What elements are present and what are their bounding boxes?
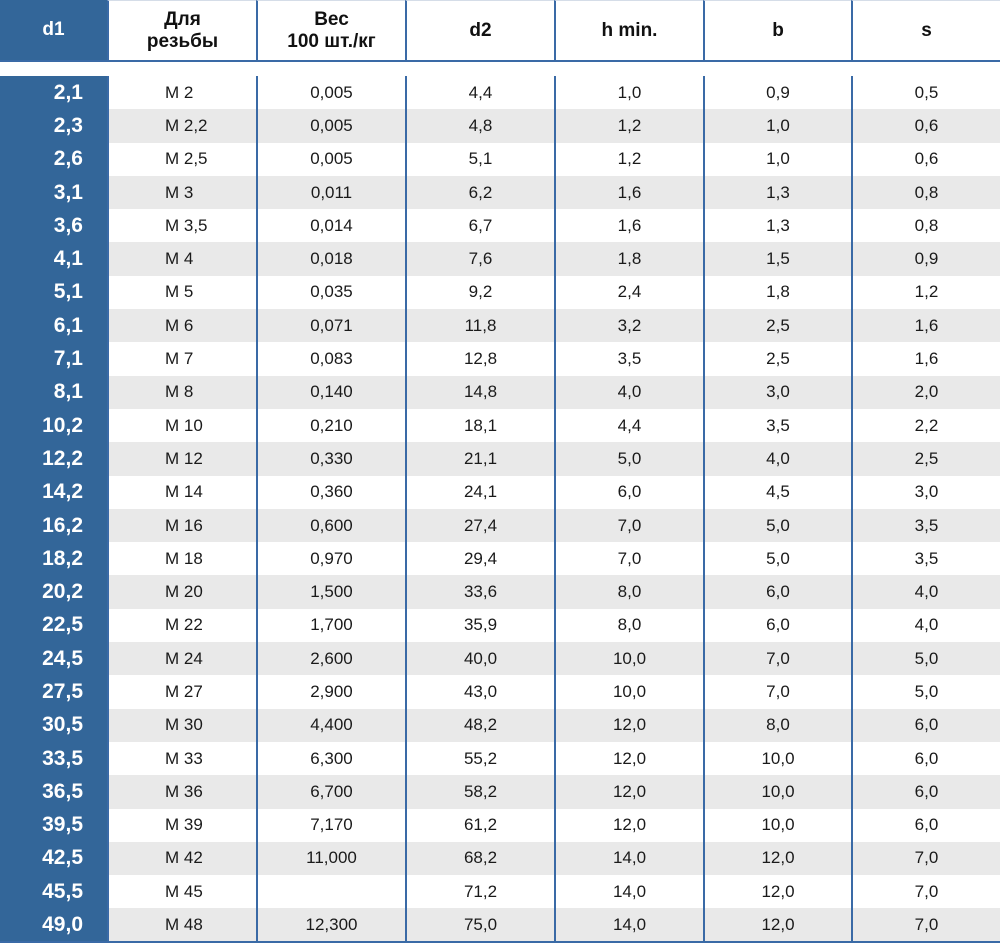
- cell-d1: 30,5: [0, 709, 107, 742]
- cell-d2: 68,2: [405, 842, 554, 875]
- cell-hmin: 12,0: [554, 742, 703, 775]
- cell-s: 0,9: [851, 242, 1000, 275]
- cell-b: 1,3: [703, 176, 851, 209]
- cell-hmin: 3,2: [554, 309, 703, 342]
- cell-thread: М 12: [107, 442, 256, 475]
- cell-weight: 12,300: [256, 908, 405, 941]
- cell-weight: 2,900: [256, 675, 405, 708]
- cell-thread: М 3: [107, 176, 256, 209]
- cell-b: 4,0: [703, 442, 851, 475]
- table-row: [0, 76, 1000, 109]
- cell-d2: 48,2: [405, 709, 554, 742]
- cell-hmin: 12,0: [554, 809, 703, 842]
- cell-weight: 6,700: [256, 775, 405, 808]
- cell-s: 0,6: [851, 109, 1000, 142]
- cell-s: 7,0: [851, 842, 1000, 875]
- cell-hmin: 2,4: [554, 276, 703, 309]
- cell-thread: М 5: [107, 276, 256, 309]
- table-row: [0, 342, 1000, 375]
- cell-d1: 36,5: [0, 775, 107, 808]
- cell-thread: М 48: [107, 908, 256, 941]
- table-row: [0, 143, 1000, 176]
- cell-d1: 2,6: [0, 143, 107, 176]
- cell-d2: 40,0: [405, 642, 554, 675]
- cell-hmin: 1,6: [554, 176, 703, 209]
- cell-b: 0,9: [703, 76, 851, 109]
- cell-d2: 14,8: [405, 376, 554, 409]
- cell-hmin: 4,0: [554, 376, 703, 409]
- cell-d2: 71,2: [405, 875, 554, 908]
- header-thread: [107, 0, 256, 62]
- cell-s: 4,0: [851, 609, 1000, 642]
- cell-b: 10,0: [703, 742, 851, 775]
- cell-d1: 20,2: [0, 575, 107, 608]
- table-row: [0, 675, 1000, 708]
- cell-thread: М 3,5: [107, 209, 256, 242]
- table-row: [0, 908, 1000, 941]
- cell-s: 0,8: [851, 176, 1000, 209]
- cell-b: 3,5: [703, 409, 851, 442]
- cell-s: 6,0: [851, 809, 1000, 842]
- table-row: [0, 209, 1000, 242]
- cell-thread: М 10: [107, 409, 256, 442]
- cell-thread: М 24: [107, 642, 256, 675]
- cell-weight: 0,005: [256, 143, 405, 176]
- cell-weight: 4,400: [256, 709, 405, 742]
- cell-thread: М 33: [107, 742, 256, 775]
- cell-hmin: 14,0: [554, 842, 703, 875]
- table-row: [0, 575, 1000, 608]
- table-row: [0, 409, 1000, 442]
- cell-d2: 6,7: [405, 209, 554, 242]
- cell-thread: М 45: [107, 875, 256, 908]
- cell-weight: 2,600: [256, 642, 405, 675]
- header-weight: [256, 0, 405, 62]
- cell-d2: 11,8: [405, 309, 554, 342]
- table-row: [0, 642, 1000, 675]
- cell-thread: М 2,5: [107, 143, 256, 176]
- cell-d2: 9,2: [405, 276, 554, 309]
- cell-d2: 33,6: [405, 575, 554, 608]
- cell-weight: 0,360: [256, 476, 405, 509]
- cell-d2: 18,1: [405, 409, 554, 442]
- cell-d1: 22,5: [0, 609, 107, 642]
- cell-weight: 0,140: [256, 376, 405, 409]
- cell-hmin: 5,0: [554, 442, 703, 475]
- cell-weight: 1,500: [256, 575, 405, 608]
- cell-hmin: 7,0: [554, 542, 703, 575]
- cell-thread: М 6: [107, 309, 256, 342]
- cell-d1: 2,3: [0, 109, 107, 142]
- cell-d2: 7,6: [405, 242, 554, 275]
- cell-b: 1,0: [703, 109, 851, 142]
- cell-hmin: 4,4: [554, 409, 703, 442]
- cell-s: 6,0: [851, 709, 1000, 742]
- cell-thread: М 16: [107, 509, 256, 542]
- table-row: [0, 442, 1000, 475]
- header-d2: d2: [405, 0, 554, 62]
- cell-weight: [256, 875, 405, 908]
- cell-weight: 7,170: [256, 809, 405, 842]
- cell-thread: М 30: [107, 709, 256, 742]
- cell-hmin: 1,0: [554, 76, 703, 109]
- cell-hmin: 1,8: [554, 242, 703, 275]
- cell-d1: 3,6: [0, 209, 107, 242]
- cell-thread: М 36: [107, 775, 256, 808]
- cell-hmin: 14,0: [554, 875, 703, 908]
- cell-d2: 29,4: [405, 542, 554, 575]
- cell-b: 12,0: [703, 908, 851, 941]
- table-row: [0, 842, 1000, 875]
- cell-thread: М 14: [107, 476, 256, 509]
- cell-d1: 33,5: [0, 742, 107, 775]
- cell-s: 0,6: [851, 143, 1000, 176]
- cell-d1: 42,5: [0, 842, 107, 875]
- table-header: [0, 0, 1000, 62]
- cell-weight: 0,083: [256, 342, 405, 375]
- cell-s: 3,0: [851, 476, 1000, 509]
- cell-s: 3,5: [851, 509, 1000, 542]
- cell-b: 2,5: [703, 309, 851, 342]
- table-row: [0, 276, 1000, 309]
- cell-b: 3,0: [703, 376, 851, 409]
- cell-hmin: 8,0: [554, 575, 703, 608]
- cell-b: 12,0: [703, 842, 851, 875]
- cell-weight: 0,071: [256, 309, 405, 342]
- cell-d2: 55,2: [405, 742, 554, 775]
- cell-hmin: 7,0: [554, 509, 703, 542]
- cell-weight: 0,018: [256, 242, 405, 275]
- table-row: [0, 709, 1000, 742]
- cell-d2: 58,2: [405, 775, 554, 808]
- table-row: [0, 376, 1000, 409]
- cell-thread: М 39: [107, 809, 256, 842]
- cell-weight: 6,300: [256, 742, 405, 775]
- cell-b: 7,0: [703, 642, 851, 675]
- cell-s: 5,0: [851, 675, 1000, 708]
- cell-d2: 6,2: [405, 176, 554, 209]
- table-row: [0, 109, 1000, 142]
- cell-s: 1,6: [851, 309, 1000, 342]
- cell-d2: 61,2: [405, 809, 554, 842]
- cell-d2: 4,4: [405, 76, 554, 109]
- table-row: [0, 875, 1000, 908]
- table-row: [0, 309, 1000, 342]
- cell-d1: 16,2: [0, 509, 107, 542]
- cell-s: 0,8: [851, 209, 1000, 242]
- cell-s: 6,0: [851, 775, 1000, 808]
- cell-b: 2,5: [703, 342, 851, 375]
- cell-b: 6,0: [703, 609, 851, 642]
- cell-d2: 21,1: [405, 442, 554, 475]
- cell-thread: М 22: [107, 609, 256, 642]
- cell-thread: М 27: [107, 675, 256, 708]
- cell-d1: 49,0: [0, 908, 107, 941]
- cell-d1: 5,1: [0, 276, 107, 309]
- table-row: [0, 242, 1000, 275]
- cell-hmin: 1,2: [554, 109, 703, 142]
- cell-hmin: 10,0: [554, 675, 703, 708]
- cell-weight: 0,014: [256, 209, 405, 242]
- cell-weight: 0,600: [256, 509, 405, 542]
- cell-d2: 43,0: [405, 675, 554, 708]
- cell-d1: 12,2: [0, 442, 107, 475]
- cell-d1: 7,1: [0, 342, 107, 375]
- cell-d1: 4,1: [0, 242, 107, 275]
- cell-s: 4,0: [851, 575, 1000, 608]
- table-row: [0, 509, 1000, 542]
- header-d1: d1: [0, 0, 107, 62]
- header-b: b: [703, 0, 851, 62]
- cell-hmin: 6,0: [554, 476, 703, 509]
- cell-b: 1,0: [703, 143, 851, 176]
- cell-d2: 5,1: [405, 143, 554, 176]
- cell-s: 0,5: [851, 76, 1000, 109]
- table-row: [0, 742, 1000, 775]
- table-row: [0, 476, 1000, 509]
- cell-thread: М 18: [107, 542, 256, 575]
- cell-d1: 6,1: [0, 309, 107, 342]
- cell-hmin: 12,0: [554, 709, 703, 742]
- cell-d1: 2,1: [0, 76, 107, 109]
- cell-s: 5,0: [851, 642, 1000, 675]
- cell-s: 2,5: [851, 442, 1000, 475]
- cell-hmin: 1,2: [554, 143, 703, 176]
- cell-d1: 39,5: [0, 809, 107, 842]
- cell-b: 5,0: [703, 542, 851, 575]
- cell-b: 1,3: [703, 209, 851, 242]
- cell-hmin: 10,0: [554, 642, 703, 675]
- cell-b: 5,0: [703, 509, 851, 542]
- cell-s: 3,5: [851, 542, 1000, 575]
- cell-b: 1,5: [703, 242, 851, 275]
- cell-thread: М 2,2: [107, 109, 256, 142]
- cell-d1: 8,1: [0, 376, 107, 409]
- cell-thread: М 2: [107, 76, 256, 109]
- cell-b: 6,0: [703, 575, 851, 608]
- cell-thread: М 42: [107, 842, 256, 875]
- cell-s: 7,0: [851, 908, 1000, 941]
- cell-d2: 35,9: [405, 609, 554, 642]
- cell-weight: 0,005: [256, 109, 405, 142]
- cell-s: 2,0: [851, 376, 1000, 409]
- cell-d2: 75,0: [405, 908, 554, 941]
- cell-weight: 0,035: [256, 276, 405, 309]
- table-body: [0, 76, 1000, 942]
- cell-s: 1,2: [851, 276, 1000, 309]
- cell-hmin: 12,0: [554, 775, 703, 808]
- cell-weight: 0,330: [256, 442, 405, 475]
- cell-hmin: 14,0: [554, 908, 703, 941]
- cell-d1: 45,5: [0, 875, 107, 908]
- cell-d2: 27,4: [405, 509, 554, 542]
- cell-weight: 11,000: [256, 842, 405, 875]
- cell-hmin: 1,6: [554, 209, 703, 242]
- cell-weight: 0,005: [256, 76, 405, 109]
- cell-d2: 4,8: [405, 109, 554, 142]
- cell-d1: 3,1: [0, 176, 107, 209]
- cell-thread: М 20: [107, 575, 256, 608]
- cell-d2: 12,8: [405, 342, 554, 375]
- cell-s: 6,0: [851, 742, 1000, 775]
- cell-thread: М 4: [107, 242, 256, 275]
- cell-d1: 24,5: [0, 642, 107, 675]
- cell-b: 4,5: [703, 476, 851, 509]
- table-row: [0, 176, 1000, 209]
- cell-b: 12,0: [703, 875, 851, 908]
- cell-s: 2,2: [851, 409, 1000, 442]
- cell-b: 8,0: [703, 709, 851, 742]
- cell-weight: 0,970: [256, 542, 405, 575]
- header-s: s: [851, 0, 1000, 62]
- cell-d1: 10,2: [0, 409, 107, 442]
- table-row: [0, 542, 1000, 575]
- cell-d1: 14,2: [0, 476, 107, 509]
- cell-d1: 18,2: [0, 542, 107, 575]
- cell-b: 10,0: [703, 775, 851, 808]
- cell-weight: 0,210: [256, 409, 405, 442]
- cell-b: 10,0: [703, 809, 851, 842]
- cell-s: 7,0: [851, 875, 1000, 908]
- header-thread-label: Для резьбы: [146, 8, 219, 52]
- header-weight-label: Вес 100 шт./кг: [287, 8, 376, 52]
- table-row: [0, 809, 1000, 842]
- table-row: [0, 609, 1000, 642]
- cell-thread: М 8: [107, 376, 256, 409]
- header-hmin: h min.: [554, 0, 703, 62]
- cell-weight: 1,700: [256, 609, 405, 642]
- cell-b: 7,0: [703, 675, 851, 708]
- cell-thread: М 7: [107, 342, 256, 375]
- cell-weight: 0,011: [256, 176, 405, 209]
- cell-s: 1,6: [851, 342, 1000, 375]
- table-row: [0, 775, 1000, 808]
- cell-hmin: 8,0: [554, 609, 703, 642]
- cell-d1: 27,5: [0, 675, 107, 708]
- cell-hmin: 3,5: [554, 342, 703, 375]
- cell-b: 1,8: [703, 276, 851, 309]
- cell-d2: 24,1: [405, 476, 554, 509]
